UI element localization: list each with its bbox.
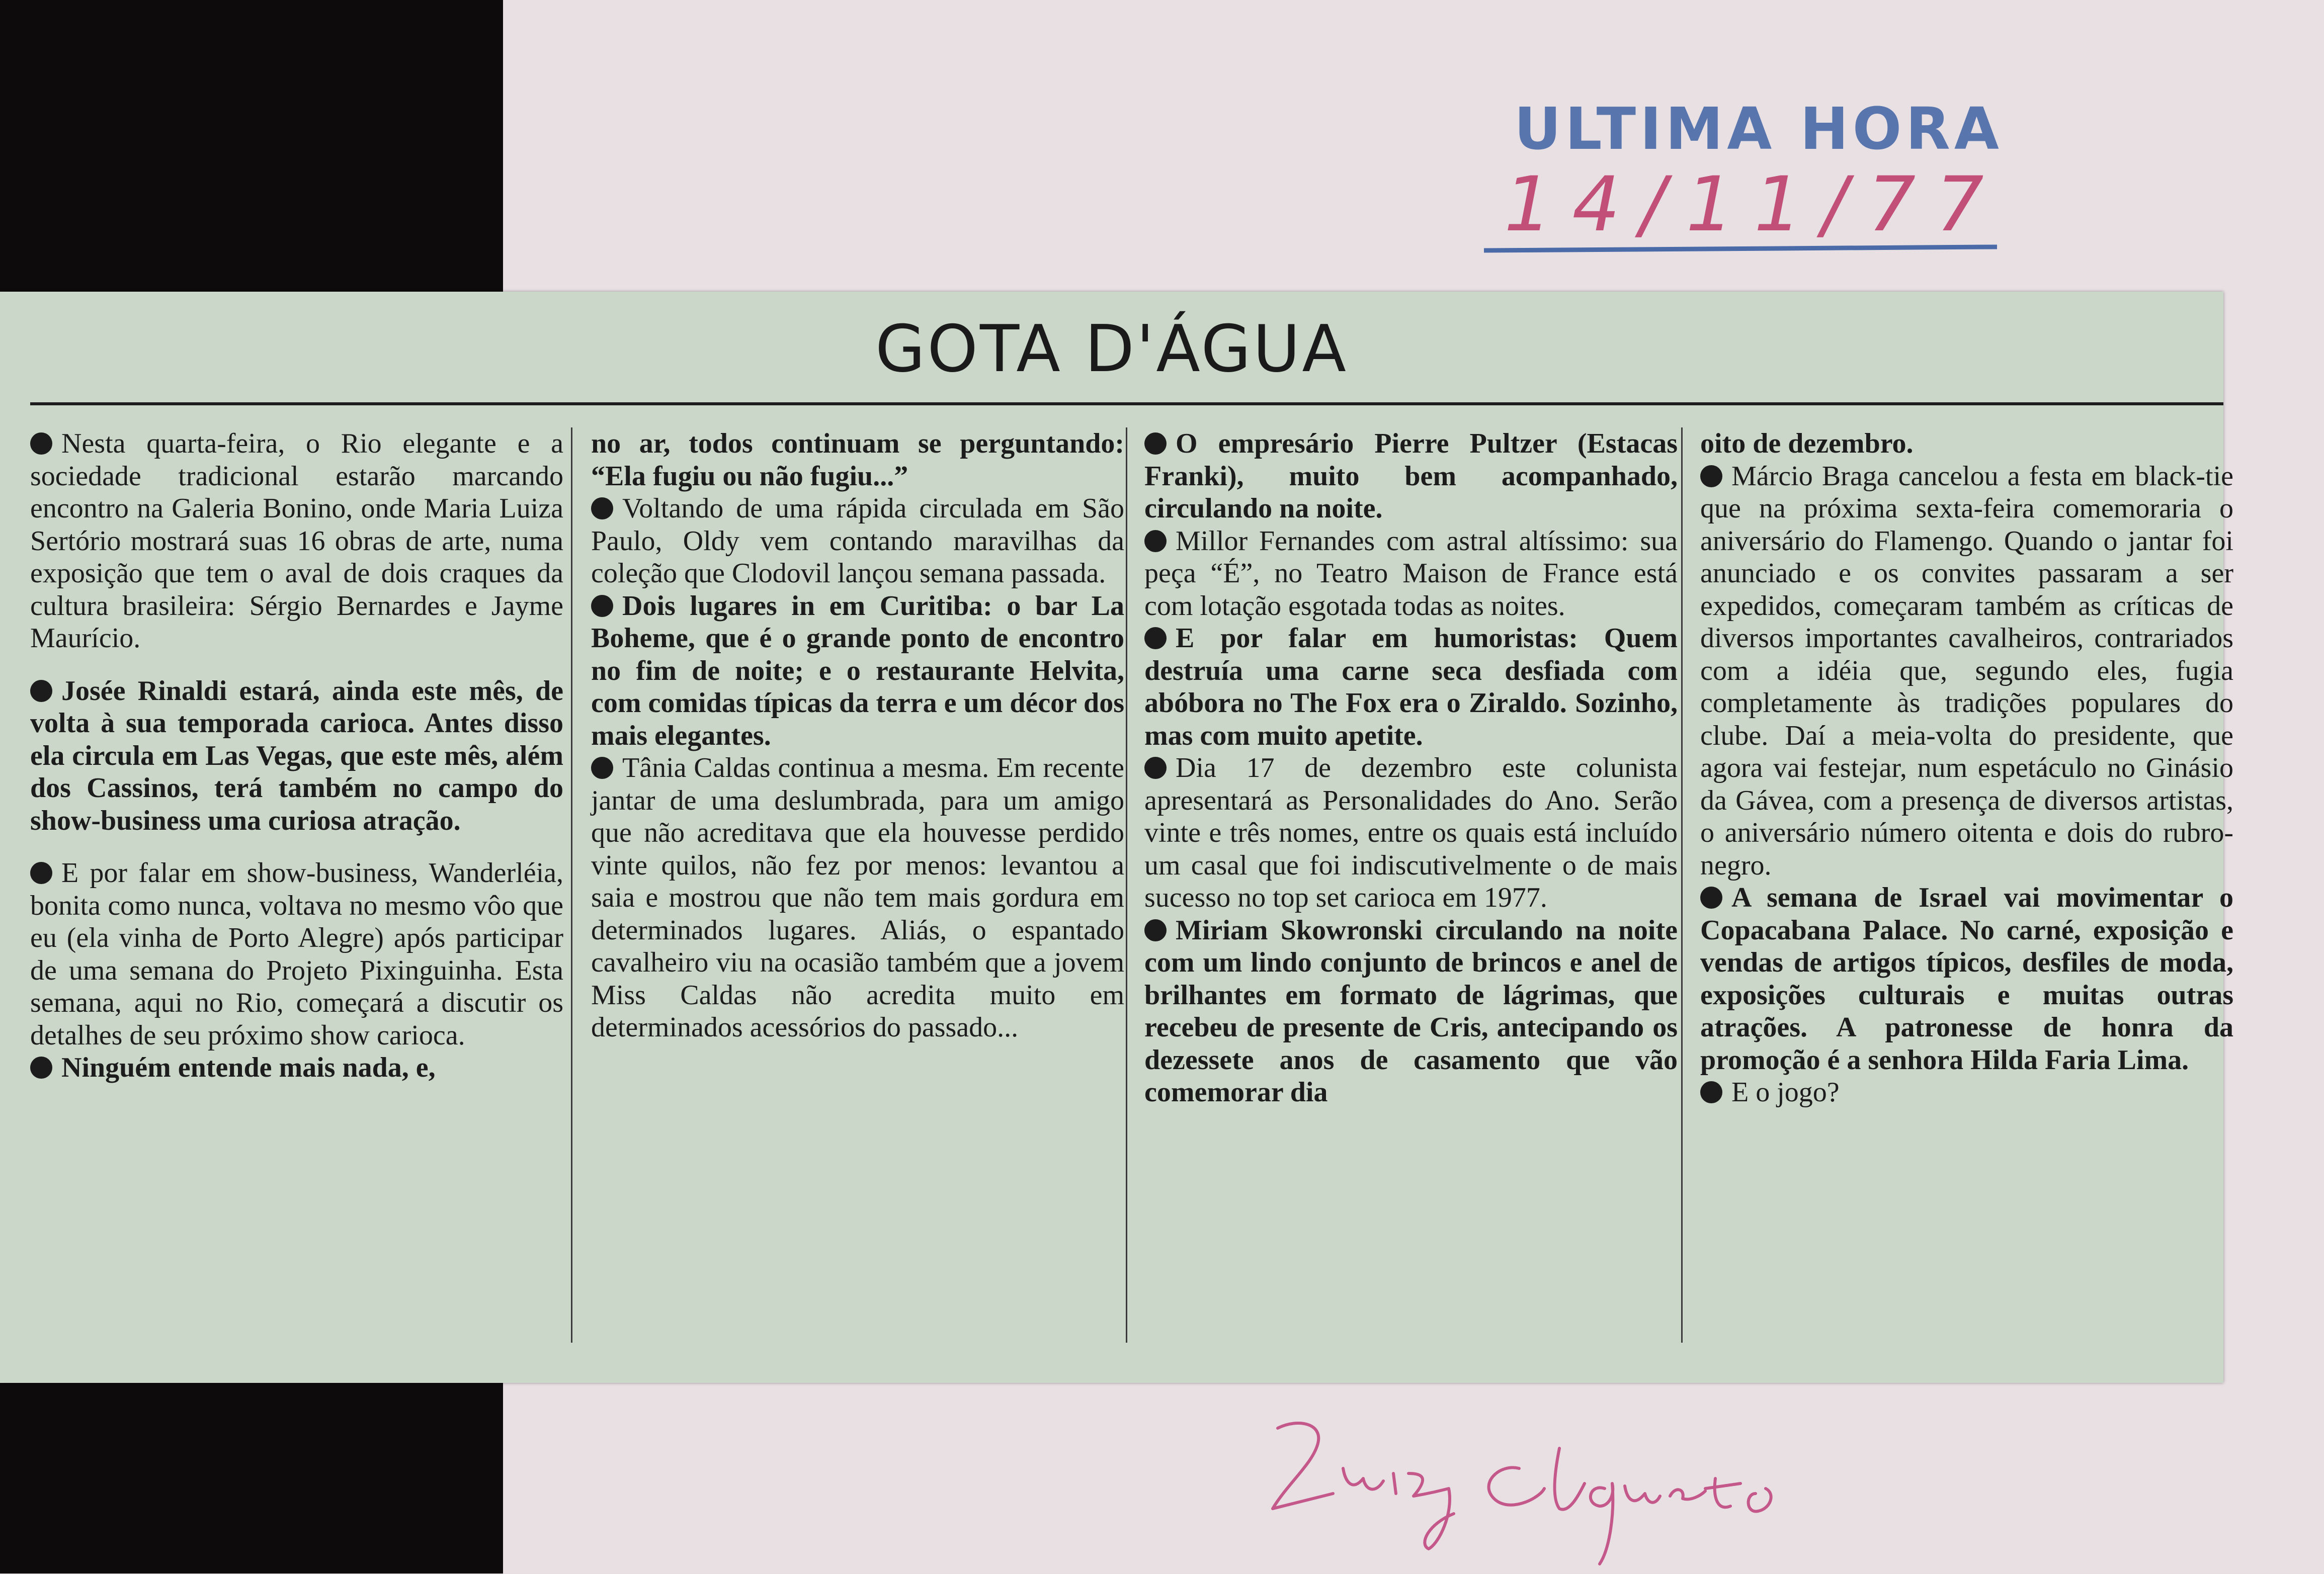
paragraph: Nesta quarta-feira, o Rio elegante e a sociedade tradicional estarão marcando encontro na Galeria Bonino, onde Maria Luiza Sertório mostrará suas 16 obras de arte, numa exposição que tem o aval de dois craques da cultura brasileira: Sérgio Bernardes e Jayme Maurício. [30, 428, 563, 654]
handwritten-signature [1258, 1398, 1811, 1574]
paragraph: Miriam Skowronski circulando na noite com um lindo conjunto de brincos e anel de brilhantes em formato de lágrimas, que recebeu de presente de Cris, antecipando os dezessete anos de casamento que vão comemorar dia [1144, 914, 1678, 1108]
stamp-newspaper-name: ULTIMA HORA [1514, 96, 2003, 163]
article-column-2 [591, 427, 1124, 1044]
newspaper-stamp [1504, 75, 2007, 277]
paragraph: O empresário Pierre Pultzer (Estacas Franki), muito bem acompanhado, circulando na noite. [1144, 428, 1678, 524]
bullet-icon [30, 862, 52, 884]
column-divider [571, 427, 572, 1343]
newspaper-clipping [0, 292, 2233, 1383]
bullet-icon [1700, 887, 1722, 909]
column-headline: GOTA D'ÁGUA [875, 312, 1348, 387]
bullet-icon [1700, 1081, 1722, 1103]
paragraph: Josée Rinaldi estará, ainda este mês, de volta à sua temporada carioca. Antes disso ela circula em Las Vegas, que este mês, além dos Cassinos, terá também no campo do show-business uma curiosa atração. [30, 675, 563, 836]
bullet-icon [1144, 757, 1167, 779]
column-divider [1126, 427, 1127, 1343]
paragraph: Tânia Caldas continua a mesma. Em recente jantar de uma deslumbrada, para um amigo que não acreditava que ela houvesse perdido vinte quilos, não fez por menos: levantou a saia e mostrou que não tem mais gordura em determinados lugares. Aliás, o espantado cavalheiro viu na ocasião também que a jovem Miss Caldas não acredita muito em determinados acessórios do passado... [591, 752, 1124, 1043]
bullet-icon [1144, 530, 1167, 552]
bullet-icon [30, 1057, 52, 1079]
paragraph: E por falar em humoristas: Quem destruía uma carne seca desfiada com abóbora no The Fox era o Ziraldo. Sozinho, mas com muito apetite. [1144, 623, 1678, 751]
article-column-1 [30, 427, 563, 1084]
bullet-icon [591, 757, 613, 779]
article-column-3 [1144, 427, 1678, 1109]
bullet-icon [591, 595, 613, 617]
bullet-icon [30, 680, 52, 702]
paragraph: E o jogo? [1700, 1076, 2233, 1109]
paragraph: Dia 17 de dezembro este colunista apresentará as Personalidades do Ano. Serão vinte e três nomes, entre os quais está incluído um casal que foi indiscutivelmente o de mais sucesso no top set carioca em 1977. [1144, 752, 1678, 913]
bullet-icon [1700, 465, 1722, 487]
paragraph: Voltando de uma rápida circulada em São Paulo, Oldy vem contando maravilhas da coleção que Clodovil lançou semana passada. [591, 493, 1124, 589]
paragraph: E por falar em show-business, Wanderléia, bonita como nunca, voltava no mesmo vôo que eu (ela vinha de Porto Alegre) após participar de uma semana do Projeto Pixinguinha. Esta semana, aqui no Rio, começará a discutir os detalhes de seu próximo show carioca. [30, 857, 563, 1051]
paragraph: Dois lugares in em Curitiba: o bar La Boheme, que é o grande ponto de encontro no fim de noite; e o restaurante Helvita, com comidas típicas da terra e um décor dos mais elegantes. [591, 590, 1124, 751]
article-column-4 [1700, 427, 2233, 1109]
paragraph: Millor Fernandes com astral altíssimo: sua peça “É”, no Teatro Maison de France está com lotação esgotada todas as noites. [1144, 525, 1678, 622]
paragraph: Márcio Braga cancelou a festa em black-tie que na próxima sexta-feira comemoraria o aniversário do Flamengo. Quando o jantar foi anunciado e os convites passaram a ser expedidos, começaram também as críticas de diversos importantes cavalheiros, contrariados com a idéia que, segundo eles, fugia completamente às tradições populares do clube. Daí a meia-volta do presidente, que agora vai festejar, num espetáculo no Ginásio da Gávea, com a presença de diversos artistas, o aniversário número oitenta e dois do rubro-negro. [1700, 460, 2233, 881]
paragraph: Ninguém entende mais nada, e, [30, 1052, 563, 1084]
paragraph: oito de dezembro. [1700, 428, 1914, 459]
column-divider [1681, 427, 1683, 1343]
stamp-handwritten-date: 14/11/77 [1504, 161, 2004, 248]
bullet-icon [1144, 627, 1167, 649]
headline-rule [30, 402, 2223, 405]
paragraph: A semana de Israel vai movimentar o Copacabana Palace. No carné, exposição e vendas de artigos típicos, desfiles de moda, exposições culturais e muitas outras atrações. A patronesse de honra da promoção é a senhora Hilda Faria Lima. [1700, 882, 2233, 1076]
paragraph: no ar, todos continuam se perguntando: “Ela fugiu ou não fugiu...” [591, 428, 1124, 492]
bullet-icon [591, 497, 613, 519]
bullet-icon [1144, 919, 1167, 941]
bullet-icon [1144, 432, 1167, 455]
bullet-icon [30, 432, 52, 455]
